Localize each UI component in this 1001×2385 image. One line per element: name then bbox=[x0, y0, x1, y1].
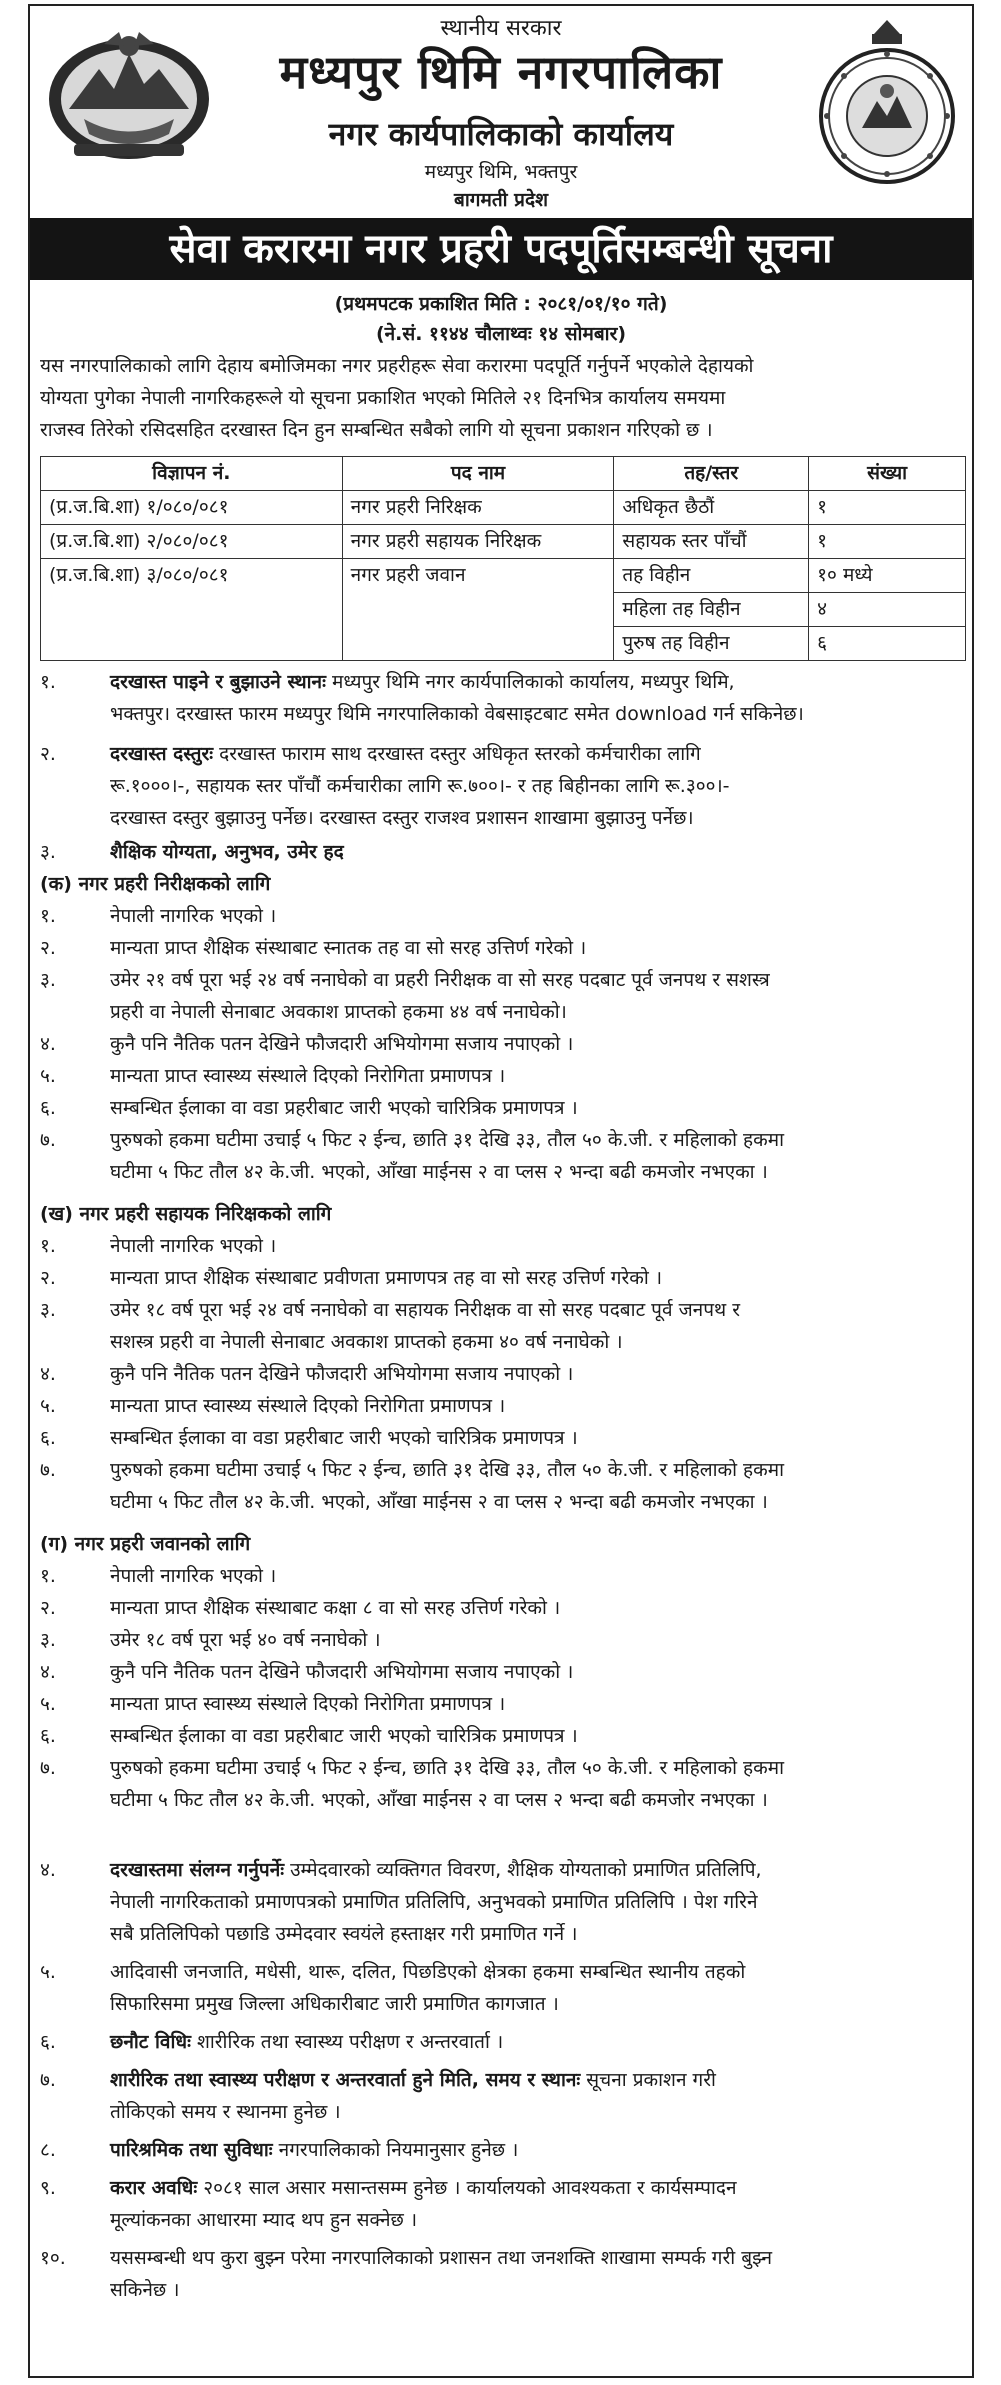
subsection-c-head bbox=[30, 1528, 972, 1560]
section-number: ८. bbox=[40, 2139, 56, 2161]
section-text: सकिनेछ । bbox=[110, 2279, 180, 2301]
list-item bbox=[30, 1092, 972, 1124]
list-item bbox=[30, 964, 972, 996]
item-number: १. bbox=[40, 1235, 56, 1257]
nepal-sambat-date: (ने.सं. ११४४ चौलाथ्वः १४ सोमबार) bbox=[375, 323, 627, 345]
section-5-cont bbox=[30, 1988, 972, 2020]
list-item bbox=[30, 900, 972, 932]
section-1-cont bbox=[30, 698, 972, 730]
list-item bbox=[30, 1028, 972, 1060]
list-item bbox=[30, 1454, 972, 1486]
cell-adv: (प्र.ज.बि.शा) २/०८०/०८१ bbox=[41, 525, 343, 559]
item-text: सशस्त्र प्रहरी वा नेपाली सेनाबाट अवकाश प्राप्तको हकमा ४० वर्ष ननाघेको । bbox=[110, 1331, 623, 1353]
section-10-cont bbox=[30, 2274, 972, 2306]
item-number: ७. bbox=[40, 1129, 56, 1151]
item-text: कुनै पनि नैतिक पतन देखिने फौजदारी अभियोगमा सजाय नपाएको । bbox=[110, 1033, 574, 1055]
cell-level: अधिकृत छैठौं bbox=[614, 491, 809, 525]
section-heading: दरखास्त दस्तुरः bbox=[110, 743, 214, 765]
section-5 bbox=[30, 1956, 972, 1988]
section-heading: दरखास्तमा संलग्न गर्नुपर्नेः bbox=[110, 1859, 285, 1881]
item-text: सम्बन्धित ईलाका वा वडा प्रहरीबाट जारी भएको चारित्रिक प्रमाणपत्र । bbox=[110, 1725, 578, 1747]
list-item-cont bbox=[30, 996, 972, 1028]
cell-count: ४ bbox=[809, 593, 966, 627]
item-number: ६. bbox=[40, 1725, 56, 1747]
cell-post: नगर प्रहरी सहायक निरिक्षक bbox=[342, 525, 614, 559]
list-item-cont bbox=[30, 1784, 972, 1816]
publish-date: (प्रथमपटक प्रकाशित मिति : २०८१/०१/१० गते) bbox=[334, 293, 668, 315]
section-6 bbox=[30, 2026, 972, 2058]
section-heading: छनौट विधिः bbox=[110, 2031, 191, 2053]
cell-count: १० मध्ये bbox=[809, 559, 966, 593]
list-item bbox=[30, 1294, 972, 1326]
section-text: सिफारिसमा प्रमुख जिल्ला अधिकारीबाट जारी प्रमाणित कागजात । bbox=[110, 1993, 559, 2015]
section-text: भक्तपुर। दरखास्त फारम मध्यपुर थिमि नगरपालिकाको वेबसाइटबाट समेत download गर्न सकिनेछ। bbox=[110, 703, 804, 725]
item-number: ५. bbox=[40, 1395, 56, 1417]
section-heading: करार अवधिः bbox=[110, 2177, 198, 2199]
section-text: शारीरिक तथा स्वास्थ्य परीक्षण र अन्तरवार्ता । bbox=[190, 2031, 504, 2053]
section-text: तोकिएको समय र स्थानमा हुनेछ । bbox=[110, 2101, 341, 2123]
list-item-cont bbox=[30, 1326, 972, 1358]
col-header-count: संख्या bbox=[809, 457, 966, 491]
section-text: उम्मेदवारको व्यक्तिगत विवरण, शैक्षिक योग्यताको प्रमाणित प्रतिलिपि, bbox=[284, 1859, 762, 1881]
section-number: ५. bbox=[40, 1961, 56, 1983]
item-text: घटीमा ५ फिट तौल ४२ के.जी. भएको, आँखा माईनस २ वा प्लस २ भन्दा बढी कमजोर नभएका । bbox=[110, 1491, 768, 1513]
intro-line: यस नगरपालिकाको लागि देहाय बमोजिमका नगर प्रहरीहरू सेवा करारमा पदपूर्ति गर्नुपर्ने भएकोले देहायको bbox=[40, 355, 754, 377]
section-2-cont bbox=[30, 802, 972, 834]
item-number: ५. bbox=[40, 1693, 56, 1715]
subsection-heading: (ग) नगर प्रहरी जवानको लागि bbox=[40, 1533, 251, 1555]
list-item bbox=[30, 1592, 972, 1624]
header-place: मध्यपुर थिमि, भक्तपुर bbox=[424, 161, 578, 183]
table-row bbox=[41, 559, 966, 593]
subsection-heading: (ख) नगर प्रहरी सहायक निरिक्षकको लागि bbox=[40, 1203, 332, 1225]
section-2-cont bbox=[30, 770, 972, 802]
section-text: २०८१ साल असार मसान्तसम्म हुनेछ । कार्यालयको आवश्यकता र कार्यसम्पादन bbox=[197, 2177, 737, 2199]
item-text: मान्यता प्राप्त शैक्षिक संस्थाबाट कक्षा ८ वा सो सरह उत्तिर्ण गरेको । bbox=[110, 1597, 561, 1619]
item-text: मान्यता प्राप्त स्वास्थ्य संस्थाले दिएको निरोगिता प्रमाणपत्र । bbox=[110, 1693, 506, 1715]
section-number: १०. bbox=[40, 2247, 66, 2269]
item-text: मान्यता प्राप्त शैक्षिक संस्थाबाट स्नातक तह वा सो सरह उत्तिर्ण गरेको । bbox=[110, 937, 587, 959]
section-7 bbox=[30, 2064, 972, 2096]
list-item bbox=[30, 1656, 972, 1688]
list-item bbox=[30, 1422, 972, 1454]
intro-line: राजस्व तिरेको रसिदसहित दरखास्त दिन हुन सम्बन्धित सबैको लागि यो सूचना प्रकाशन गरिएको छ । bbox=[40, 419, 713, 441]
section-7-cont bbox=[30, 2096, 972, 2128]
cell-adv: (प्र.ज.बि.शा) ३/०८०/०८१ bbox=[41, 559, 343, 661]
section-text: रू.१०००।-, सहायक स्तर पाँचौं कर्मचारीका लागि रू.७००।- र तह बिहीनका लागि रू.३००।- bbox=[110, 775, 730, 797]
col-header-post: पद नाम bbox=[342, 457, 614, 491]
item-text: उमेर २१ वर्ष पूरा भई २४ वर्ष ननाघेको वा प्रहरी निरीक्षक वा सो सरह पदबाट पूर्व जनपथ र सशस्त्र bbox=[110, 969, 770, 991]
section-4-cont bbox=[30, 1886, 972, 1918]
list-item bbox=[30, 1358, 972, 1390]
item-text: उमेर १८ वर्ष पूरा भई २४ वर्ष ननाघेको वा सहायक निरीक्षक वा सो सरह पदबाट पूर्व जनपथ र bbox=[110, 1299, 740, 1321]
section-number: ७. bbox=[40, 2069, 56, 2091]
notice-banner: सेवा करारमा नगर प्रहरी पदपूर्तिसम्बन्धी सूचना bbox=[30, 218, 972, 280]
item-text: प्रहरी वा नेपाली सेनाबाट अवकाश प्राप्तको हकमा ४४ वर्ष ननाघेको। bbox=[110, 1001, 567, 1023]
header-municipality-title: मध्यपुर थिमि नगरपालिका bbox=[279, 45, 723, 99]
section-8 bbox=[30, 2134, 972, 2166]
notice-document bbox=[28, 4, 974, 2378]
section-text: नगरपालिकाको नियमानुसार हुनेछ । bbox=[272, 2139, 519, 2161]
list-item bbox=[30, 1390, 972, 1422]
subsection-b-head bbox=[30, 1198, 972, 1230]
item-number: ७. bbox=[40, 1757, 56, 1779]
item-text: घटीमा ५ फिट तौल ४२ के.जी. भएको, आँखा माईनस २ वा प्लस २ भन्दा बढी कमजोर नभएका । bbox=[110, 1161, 768, 1183]
subsection-heading: (क) नगर प्रहरी निरीक्षकको लागि bbox=[40, 873, 271, 895]
list-item bbox=[30, 932, 972, 964]
section-3 bbox=[30, 836, 972, 868]
list-item-cont bbox=[30, 1486, 972, 1518]
item-text: उमेर १८ वर्ष पूरा भई ४० वर्ष ननाघेको । bbox=[110, 1629, 381, 1651]
item-number: १. bbox=[40, 905, 56, 927]
item-text: पुरुषको हकमा घटीमा उचाई ५ फिट २ ईन्च, छाति ३१ देखि ३३, तौल ५० के.जी. र महिलाको हकमा bbox=[110, 1757, 785, 1779]
item-text: कुनै पनि नैतिक पतन देखिने फौजदारी अभियोगमा सजाय नपाएको । bbox=[110, 1661, 574, 1683]
section-text: आदिवासी जनजाति, मधेसी, थारू, दलित, पिछडिएको क्षेत्रका हकमा सम्बन्धित स्थानीय तहको bbox=[110, 1961, 746, 1983]
section-text: सबै प्रतिलिपिको पछाडि उम्मेदवार स्वयंले हस्ताक्षर गरी प्रमाणित गर्ने । bbox=[110, 1923, 578, 1945]
item-number: ४. bbox=[40, 1033, 56, 1055]
header-local-govt: स्थानीय सरकार bbox=[440, 16, 562, 41]
section-2 bbox=[30, 738, 972, 770]
item-number: २. bbox=[40, 1267, 56, 1289]
section-number: ३. bbox=[40, 841, 56, 863]
item-text: मान्यता प्राप्त स्वास्थ्य संस्थाले दिएको निरोगिता प्रमाणपत्र । bbox=[110, 1065, 506, 1087]
intro-paragraph bbox=[40, 350, 962, 446]
section-text: मूल्यांकनका आधारमा म्याद थप हुन सक्नेछ । bbox=[110, 2209, 418, 2231]
cell-adv: (प्र.ज.बि.शा) १/०८०/०८१ bbox=[41, 491, 343, 525]
item-number: ६. bbox=[40, 1097, 56, 1119]
col-header-level: तह/स्तर bbox=[614, 457, 809, 491]
section-heading: शारीरिक तथा स्वास्थ्य परीक्षण र अन्तरवार्ता हुने मिति, समय र स्थानः bbox=[110, 2069, 581, 2091]
item-text: मान्यता प्राप्त शैक्षिक संस्थाबाट प्रवीणता प्रमाणपत्र तह वा सो सरह उत्तिर्ण गरेको । bbox=[110, 1267, 663, 1289]
item-text: सम्बन्धित ईलाका वा वडा प्रहरीबाट जारी भएको चारित्रिक प्रमाणपत्र । bbox=[110, 1427, 578, 1449]
cell-post: नगर प्रहरी निरिक्षक bbox=[342, 491, 614, 525]
section-text: नेपाली नागरिकताको प्रमाणपत्रको प्रमाणित प्रतिलिपि, अनुभवको प्रमाणित प्रतिलिपि । पेश गरिने bbox=[110, 1891, 758, 1913]
cell-count: ६ bbox=[809, 627, 966, 661]
section-9-cont bbox=[30, 2204, 972, 2236]
list-item bbox=[30, 1752, 972, 1784]
section-text: दरखास्त दस्तुर बुझाउनु पर्नेछ। दरखास्त दस्तुर राजश्व प्रशासन शाखामा बुझाउनु पर्नेछ। bbox=[110, 807, 694, 829]
list-item-cont bbox=[30, 1156, 972, 1188]
section-10 bbox=[30, 2242, 972, 2274]
item-number: २. bbox=[40, 937, 56, 959]
section-9 bbox=[30, 2172, 972, 2204]
intro-line: योग्यता पुगेका नेपाली नागरिकहरूले यो सूचना प्रकाशित भएको मितिले २१ दिनभित्र कार्यालय समयमा bbox=[40, 387, 726, 409]
cell-count: १ bbox=[809, 525, 966, 559]
section-number: २. bbox=[40, 743, 56, 765]
section-heading: पारिश्रमिक तथा सुविधाः bbox=[110, 2139, 273, 2161]
cell-level: सहायक स्तर पाँचौं bbox=[614, 525, 809, 559]
subsection-a-head bbox=[30, 868, 972, 900]
section-number: ४. bbox=[40, 1859, 56, 1881]
section-heading: शैक्षिक योग्यता, अनुभव, उमेर हद bbox=[110, 841, 344, 863]
list-item bbox=[30, 1124, 972, 1156]
item-text: सम्बन्धित ईलाका वा वडा प्रहरीबाट जारी भएको चारित्रिक प्रमाणपत्र । bbox=[110, 1097, 578, 1119]
section-text: मध्यपुर थिमि नगर कार्यपालिकाको कार्यालय, मध्यपुर थिमि, bbox=[325, 671, 735, 693]
cell-level: पुरुष तह विहीन bbox=[614, 627, 809, 661]
item-number: ६. bbox=[40, 1427, 56, 1449]
item-number: २. bbox=[40, 1597, 56, 1619]
list-item bbox=[30, 1688, 972, 1720]
item-text: नेपाली नागरिक भएको । bbox=[110, 1235, 277, 1257]
cell-level: महिला तह विहीन bbox=[614, 593, 809, 627]
section-number: १. bbox=[40, 671, 56, 693]
item-number: १. bbox=[40, 1565, 56, 1587]
cell-post: नगर प्रहरी जवान bbox=[342, 559, 614, 661]
table-header-row bbox=[41, 457, 966, 491]
item-number: ४. bbox=[40, 1363, 56, 1385]
list-item bbox=[30, 1262, 972, 1294]
list-item bbox=[30, 1560, 972, 1592]
list-item bbox=[30, 1230, 972, 1262]
table-row bbox=[41, 491, 966, 525]
list-item bbox=[30, 1720, 972, 1752]
section-4 bbox=[30, 1854, 972, 1886]
cell-level: तह विहीन bbox=[614, 559, 809, 593]
header-office: नगर कार्यपालिकाको कार्यालय bbox=[328, 115, 674, 153]
item-text: नेपाली नागरिक भएको । bbox=[110, 1565, 277, 1587]
list-item bbox=[30, 1060, 972, 1092]
item-number: ५. bbox=[40, 1065, 56, 1087]
cell-count: १ bbox=[809, 491, 966, 525]
section-text: यससम्बन्धी थप कुरा बुझ्न परेमा नगरपालिकाको प्रशासन तथा जनशक्ति शाखामा सम्पर्क गरी बुझ्न bbox=[110, 2247, 773, 2269]
item-number: ३. bbox=[40, 969, 56, 991]
item-text: पुरुषको हकमा घटीमा उचाई ५ फिट २ ईन्च, छाति ३१ देखि ३३, तौल ५० के.जी. र महिलाको हकमा bbox=[110, 1459, 785, 1481]
item-number: ३. bbox=[40, 1629, 56, 1651]
item-text: पुरुषको हकमा घटीमा उचाई ५ फिट २ ईन्च, छाति ३१ देखि ३३, तौल ५० के.जी. र महिलाको हकमा bbox=[110, 1129, 785, 1151]
col-header-adv-no: विज्ञापन नं. bbox=[41, 457, 343, 491]
item-text: नेपाली नागरिक भएको । bbox=[110, 905, 277, 927]
section-1 bbox=[30, 666, 972, 698]
item-text: मान्यता प्राप्त स्वास्थ्य संस्थाले दिएको निरोगिता प्रमाणपत्र । bbox=[110, 1395, 506, 1417]
vacancy-table bbox=[40, 456, 966, 661]
item-text: घटीमा ५ फिट तौल ४२ के.जी. भएको, आँखा माईनस २ वा प्लस २ भन्दा बढी कमजोर नभएका । bbox=[110, 1789, 768, 1811]
table-row bbox=[41, 525, 966, 559]
section-text: सूचना प्रकाशन गरी bbox=[580, 2069, 716, 2091]
section-number: ६. bbox=[40, 2031, 56, 2053]
section-4-cont bbox=[30, 1918, 972, 1950]
item-text: कुनै पनि नैतिक पतन देखिने फौजदारी अभियोगमा सजाय नपाएको । bbox=[110, 1363, 574, 1385]
section-text: दरखास्त फाराम साथ दरखास्त दस्तुर अधिकृत स्तरको कर्मचारीका लागि bbox=[213, 743, 701, 765]
section-number: ९. bbox=[40, 2177, 56, 2199]
header-province: बागमती प्रदेश bbox=[453, 189, 548, 211]
list-item bbox=[30, 1624, 972, 1656]
item-number: ७. bbox=[40, 1459, 56, 1481]
section-heading: दरखास्त पाइने र बुझाउने स्थानः bbox=[110, 671, 326, 693]
item-number: ४. bbox=[40, 1661, 56, 1683]
item-number: ३. bbox=[40, 1299, 56, 1321]
